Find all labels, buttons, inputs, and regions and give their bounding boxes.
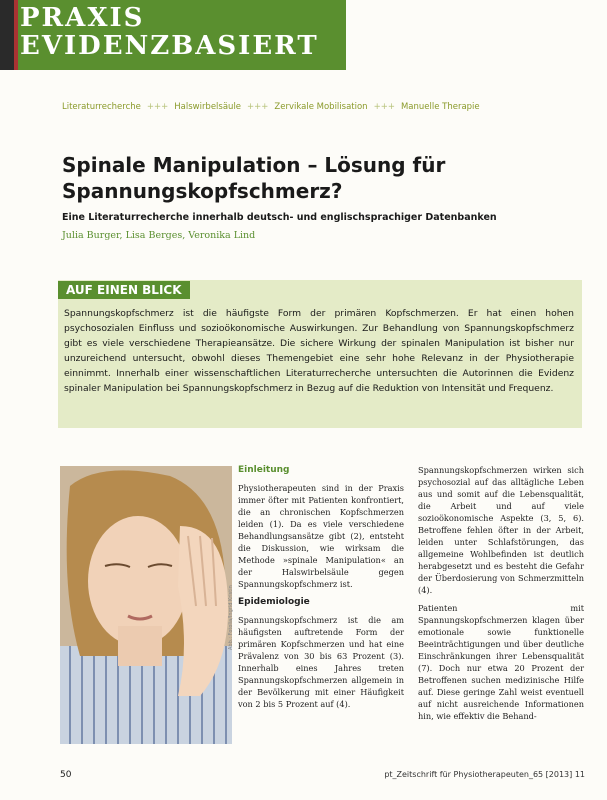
article-subtitle: Eine Literaturrecherche innerhalb deutsch- und englischsprachiger Datenbanken bbox=[62, 212, 497, 223]
body-column-2 bbox=[238, 464, 404, 716]
header-edge-strip bbox=[0, 0, 14, 70]
keyword: Literaturrecherche bbox=[62, 102, 141, 112]
keyword-separator: +++ bbox=[247, 102, 269, 112]
section-header-line2: EVIDENZBASIERT bbox=[20, 31, 319, 61]
keyword-separator: +++ bbox=[146, 102, 169, 112]
journal-citation: pt_Zeitschrift für Physiotherapeuten_65 [2013] 11 bbox=[384, 770, 585, 779]
keyword: Manuelle Therapie bbox=[400, 102, 480, 112]
body-column-3 bbox=[418, 464, 584, 728]
section-heading-epidemiology: Epidemiologie bbox=[238, 597, 310, 607]
keyword: Halswirbelsäule bbox=[174, 102, 242, 112]
paragraph: Spannungskopfschmerz ist die am häufigsten auftretende Form der primären Kopfschmerzen und hat eine Prävalenz von 30 bis 63 Prozent (3). Innerhalb eines Jahres treten Spannungskopfschmerzen allgemein in der Bevölkerung mit einer Häufigkeit von 2 bis 5 Prozent auf (4). bbox=[238, 615, 404, 709]
keyword-bar bbox=[62, 102, 480, 112]
section-header-line1: PRAXIS bbox=[20, 3, 145, 33]
summary-text: Spannungskopfschmerz ist die häufigste Form der primären Kopfschmerzen. Er hat einen hohen psychosozialen Einfluss und sozioökonomische Auswirkungen. Zur Behandlung von Spannungskopfschmerz gibt es viele verschiedene Therapieansätze. Die sichere Wirkung der spinalen Manipulation ist bisher nur unzureichend untersucht, obwohl dieses Themengebiet eine sehr hohe Relevanz in der Physiotherapie einnimmt. Innerhalb einer wissenschaftlichen Literaturrecherche untersuchten die Autorinnen die Evidenz spinaler Manipulation bei Spannungskopfschmerz in Bezug auf die Reduktion von Intensität und Frequenz. bbox=[64, 308, 574, 394]
keyword-separator: +++ bbox=[373, 102, 395, 112]
summary-label: AUF EINEN BLICK bbox=[58, 281, 190, 299]
photo-credit: Abb.: Fotolia/Ingrid Kristin bbox=[228, 585, 234, 650]
page-number: 50 bbox=[60, 770, 72, 780]
paragraph: Physiotherapeuten sind in der Praxis immer öfter mit Patienten konfrontiert, die an chronischen Kopfschmerzen leiden (1). Da es viele verschiedene Behandlungsansätze gibt (2), entsteht die Diskussion, wie wirksam die Methode »spinale Manipulation« an der Halswirbelsäule gegen Spannungskopfschmerz ist. bbox=[238, 483, 404, 589]
article-title-line2: Spannungskopfschmerz? bbox=[62, 179, 343, 203]
headache-photo bbox=[60, 466, 232, 744]
paragraph: Patienten mit Spannungskopfschmerzen klagen über emotionale sowie funktionelle Beeinträchtigungen und über deutliche Einschränkungen ihrer Lebensqualität (7). Doch nur etwa 20 Prozent der Betroffenen suchen medizinische Hilfe auf. Diese geringe Zahl weist eventuell auf nicht ausreichende Informationen hin, wie effektiv die Behand- bbox=[418, 603, 584, 721]
article-authors: Julia Burger, Lisa Berges, Veronika Lind bbox=[62, 230, 256, 241]
section-heading-introduction: Einleitung bbox=[238, 465, 290, 475]
article-title-line1: Spinale Manipulation – Lösung für bbox=[62, 153, 446, 177]
headache-photo-illustration bbox=[60, 466, 232, 744]
keyword: Zervikale Mobilisation bbox=[274, 102, 368, 112]
section-header bbox=[20, 4, 319, 60]
paragraph: Spannungskopfschmerzen wirken sich psychosozial auf das alltägliche Leben aus und somit auf die Lebensqualität, die Arbeit und auf viele sozioökonomische Aspekte (3, 5, 6). Betroffene fehlen öfter in der Arbeit, leiden unter Schlafstörungen, das allgemeine Wohlbefinden ist deutlich herabgesetzt und es besteht die Gefahr der Überdosierung von Schmerzmitteln (4). bbox=[418, 465, 584, 595]
article-title bbox=[62, 152, 542, 204]
header-edge-accent bbox=[14, 0, 18, 70]
